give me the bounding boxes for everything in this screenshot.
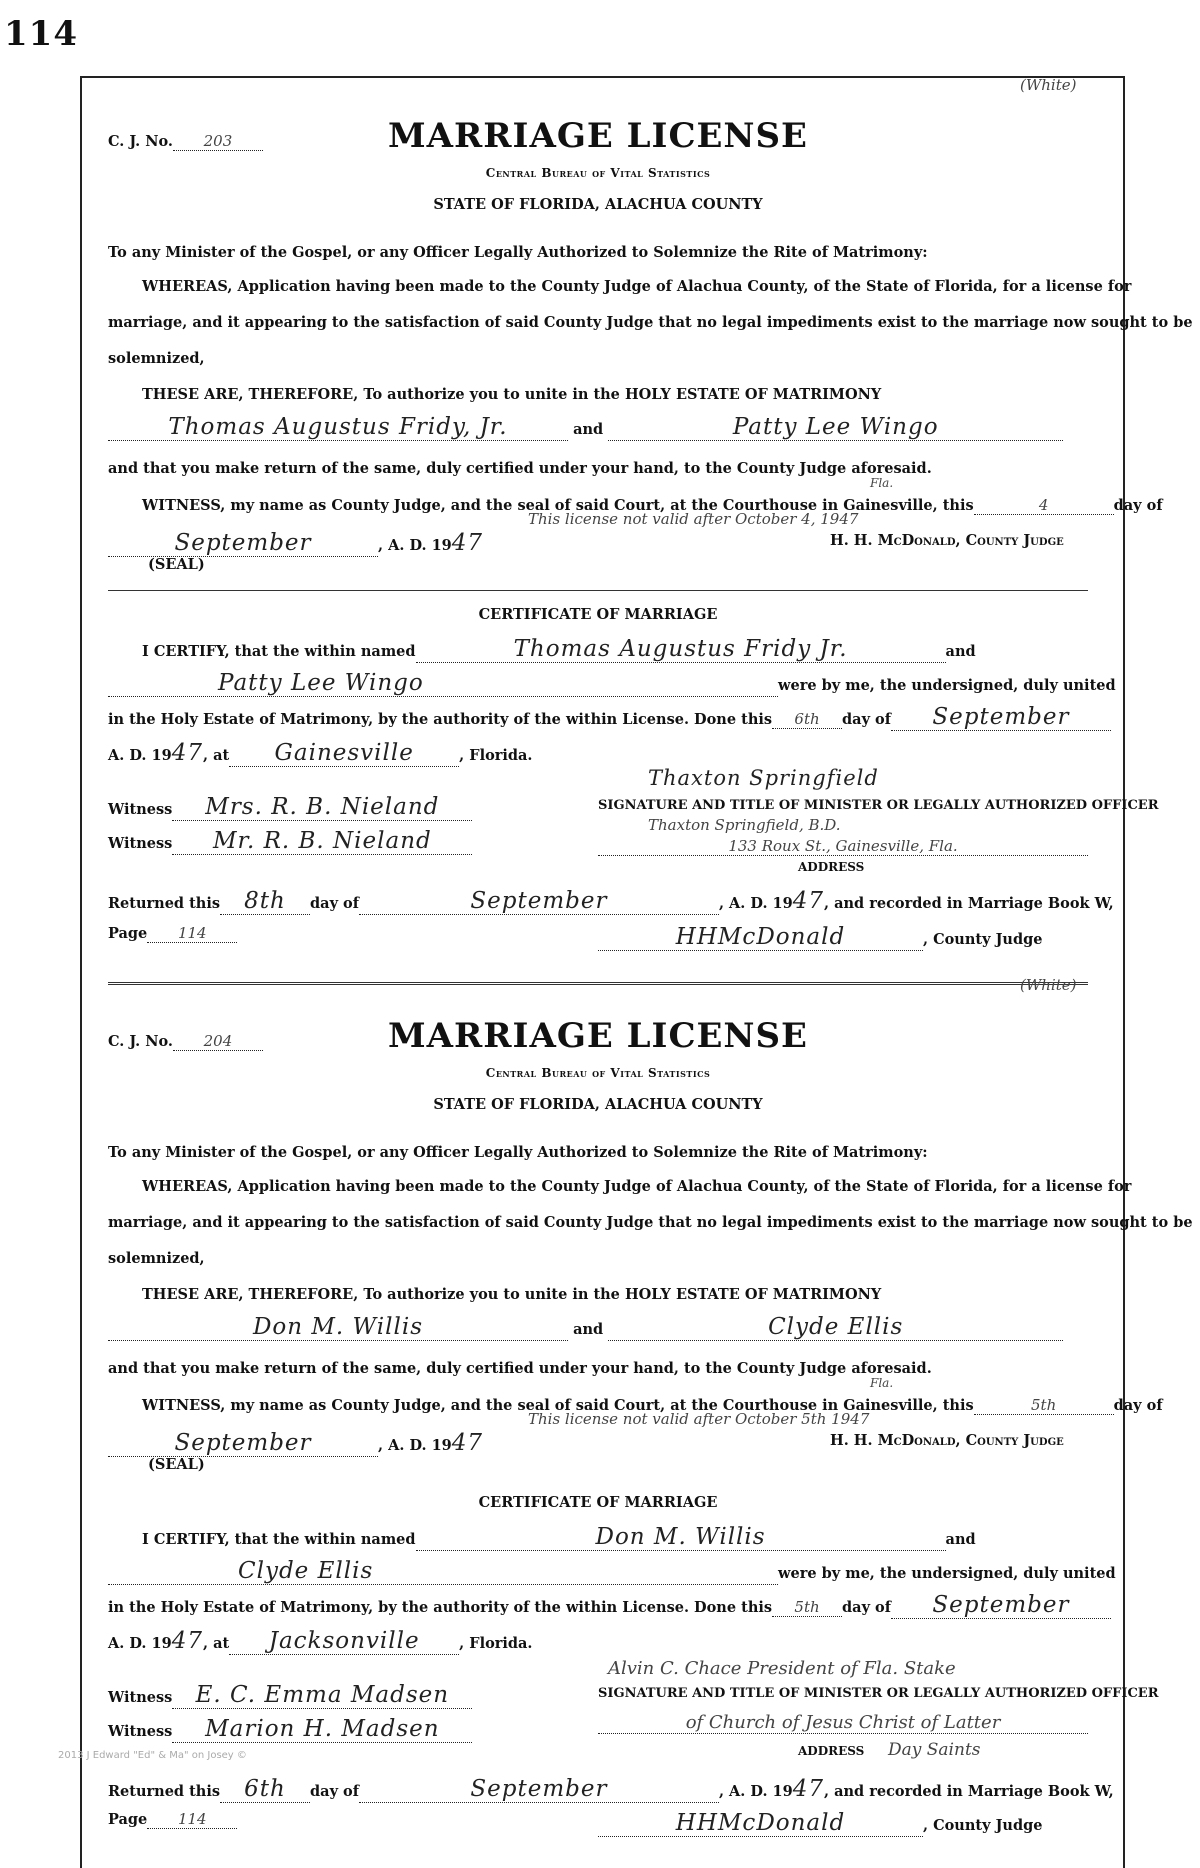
cj-number: 203	[203, 132, 233, 150]
address-label: ADDRESS	[798, 1744, 865, 1758]
day-of-label: day of	[1113, 1397, 1163, 1414]
copyright-watermark: 2013 J Edward "Ed" & Ma" on Josey ©	[58, 1750, 247, 1761]
county-judge-label: , County Judge	[923, 1817, 1043, 1834]
returned-day: 6th	[244, 1776, 286, 1802]
these-are-line: THESE ARE, THEREFORE, To authorize you to unite in the HOLY ESTATE OF MATRIMONY	[142, 386, 882, 403]
returned-year: 47	[792, 1776, 825, 1802]
witness-2: Mr. R. B. Nieland	[212, 828, 432, 854]
recorded-suffix: , and recorded in Marriage Book W,	[824, 895, 1114, 912]
issue-day: 5th	[1031, 1396, 1057, 1414]
married-place-row	[108, 1628, 532, 1655]
recorded-suffix: , and recorded in Marriage Book W,	[824, 1783, 1114, 1800]
officiant-signature: Alvin C. Chace President of Fla. Stake	[608, 1658, 956, 1679]
officiant-address-line	[598, 836, 1088, 856]
bride-united-row	[108, 670, 1116, 697]
issue-date-row	[108, 1430, 483, 1457]
officiant-address: 133 Roux St., Gainesville, Fla.	[728, 837, 958, 855]
recorded-ad: , A. D. 19	[718, 895, 793, 912]
seal-label: (SEAL)	[148, 1456, 205, 1473]
state-county: STATE OF FLORIDA, ALACHUA COUNTY	[433, 196, 763, 213]
address-line: To any Minister of the Gospel, or any Officer Legally Authorized to Solemnize the Rite of Matrimony:	[108, 1144, 928, 1161]
page-label: Page	[108, 925, 148, 942]
validity-note: This license not valid after October 4, 1947	[528, 510, 859, 528]
these-are-line: THESE ARE, THEREFORE, To authorize you to unite in the HOLY ESTATE OF MATRIMONY	[142, 1286, 882, 1303]
returned-row	[108, 888, 1114, 915]
fla-note: Fla.	[870, 476, 894, 490]
day-of-label: day of	[842, 1599, 891, 1616]
page-row	[108, 1810, 237, 1829]
whereas-line-1: WHEREAS, Application having been made to the County Judge of Alachua County, of the State of Florida, for a license for	[142, 1178, 1132, 1195]
witness-1: Mrs. R. B. Nieland	[205, 794, 440, 820]
florida-label: , Florida.	[459, 1635, 533, 1652]
and-label: and	[573, 1321, 604, 1338]
returned-label: Returned this	[108, 1783, 221, 1800]
married-day: 6th	[794, 710, 820, 728]
at-label: , at	[202, 1635, 230, 1652]
return-line: and that you make return of the same, duly certified under your hand, to the County Judge aforesaid.	[108, 460, 932, 477]
section-divider	[108, 590, 1088, 591]
county-judge-label: , County Judge	[923, 931, 1043, 948]
married-place: Gainesville	[274, 740, 414, 766]
bride-name: Clyde Ellis	[768, 1314, 904, 1340]
page-row	[108, 924, 237, 943]
holy-estate-text: in the Holy Estate of Matrimony, by the authority of the within License. Done this	[108, 1599, 773, 1616]
returned-day-of: day of	[310, 895, 359, 912]
returned-day: 8th	[244, 888, 286, 914]
witness-label: Witness	[108, 1723, 173, 1740]
recorded-ad: , A. D. 19	[718, 1783, 793, 1800]
license-title: MARRIAGE LICENSE	[388, 1016, 808, 1056]
judge-signature: H. H. McDonald, County Judge	[830, 532, 1064, 549]
license-1	[108, 76, 1193, 976]
seal-label: (SEAL)	[148, 556, 205, 573]
address-line: To any Minister of the Gospel, or any Officer Legally Authorized to Solemnize the Rite of Matrimony:	[108, 244, 928, 261]
and-label: and	[573, 421, 604, 438]
groom-name: Don M. Willis	[252, 1314, 424, 1340]
issue-date-row	[108, 530, 483, 557]
united-text: were by me, the undersigned, duly united	[778, 1565, 1116, 1582]
holy-estate-row	[108, 1592, 1111, 1619]
issue-year: 47	[451, 1430, 484, 1456]
names-row	[108, 414, 1063, 441]
book-page: 114	[177, 1810, 207, 1828]
race-note: (White)	[1020, 976, 1077, 994]
at-label: , at	[202, 747, 230, 764]
whereas-line-3: solemnized,	[108, 1250, 205, 1267]
fla-note: Fla.	[870, 1376, 894, 1390]
issue-month: September	[174, 530, 312, 556]
certificate-title: CERTIFICATE OF MARRIAGE	[478, 606, 718, 623]
license-title: MARRIAGE LICENSE	[388, 116, 808, 156]
and-label: and	[945, 643, 976, 660]
married-month: September	[932, 1592, 1070, 1618]
cert-bride: Clyde Ellis	[238, 1558, 374, 1584]
whereas-line-2: marriage, and it appearing to the satisfaction of said County Judge that no legal impediments exist to the marriage now sought to be	[108, 314, 1193, 331]
groom-name: Thomas Augustus Fridy, Jr.	[168, 414, 508, 440]
certificate-title: CERTIFICATE OF MARRIAGE	[478, 1494, 718, 1511]
cert-groom: Don M. Willis	[595, 1524, 766, 1550]
judge-signature: H. H. McDonald, County Judge	[830, 1432, 1064, 1449]
state-county: STATE OF FLORIDA, ALACHUA COUNTY	[433, 1096, 763, 1113]
witness-label: Witness	[108, 1689, 173, 1706]
judge-sign: HHMcDonald	[675, 924, 846, 950]
witness-2-row	[108, 1716, 472, 1743]
page-number: 114	[4, 14, 78, 54]
and-label: and	[945, 1531, 976, 1548]
issue-year: 47	[451, 530, 484, 556]
bureau-name: Central Bureau of Vital Statistics	[485, 1066, 711, 1080]
returned-day-of: day of	[310, 1783, 359, 1800]
return-line: and that you make return of the same, duly certified under your hand, to the County Judge aforesaid.	[108, 1360, 932, 1377]
bride-name: Patty Lee Wingo	[732, 414, 939, 440]
license-2	[108, 976, 1193, 1856]
officiant-signature: Thaxton Springfield	[648, 766, 879, 790]
witness-label: Witness	[108, 801, 173, 818]
returned-month: September	[470, 1776, 608, 1802]
married-year: 47	[171, 1628, 203, 1654]
signature-title-label: SIGNATURE AND TITLE OF MINISTER OR LEGALLY AUTHORIZED OFFICER	[598, 798, 1159, 813]
married-day: 5th	[794, 1598, 820, 1616]
witness-1: E. C. Emma Madsen	[195, 1682, 450, 1708]
ad-prefix: A. D. 19	[108, 1635, 172, 1652]
day-of-label: day of	[1113, 497, 1163, 514]
page-label: Page	[108, 1811, 148, 1828]
ad-label: , A. D. 19	[378, 1437, 452, 1454]
ad-label: , A. D. 19	[378, 537, 452, 554]
judge-sign: HHMcDonald	[675, 1810, 846, 1836]
florida-label: , Florida.	[459, 747, 533, 764]
united-text: were by me, the undersigned, duly united	[778, 677, 1116, 694]
married-place: Jacksonville	[268, 1628, 420, 1654]
witness-2-row	[108, 828, 472, 855]
certify-text: I CERTIFY, that the within named	[142, 643, 416, 660]
holy-estate-row	[108, 704, 1111, 731]
day-of-label: day of	[842, 711, 891, 728]
returned-month: September	[470, 888, 608, 914]
married-place-row	[108, 740, 532, 767]
race-note: (White)	[1020, 76, 1077, 94]
officiant-title: Thaxton Springfield, B.D.	[648, 816, 841, 834]
validity-note: This license not valid after October 5th 1947	[528, 1410, 870, 1428]
married-year: 47	[171, 740, 203, 766]
bride-united-row	[108, 1558, 1116, 1585]
witness-1-row	[108, 794, 472, 821]
cert-groom: Thomas Augustus Fridy Jr.	[513, 636, 848, 662]
whereas-line-3: solemnized,	[108, 350, 205, 367]
names-row	[108, 1314, 1063, 1341]
holy-estate-text: in the Holy Estate of Matrimony, by the authority of the within License. Done this	[108, 711, 773, 728]
returned-label: Returned this	[108, 895, 221, 912]
married-month: September	[932, 704, 1070, 730]
whereas-line-1: WHEREAS, Application having been made to the County Judge of Alachua County, of the State of Florida, for a license for	[142, 278, 1132, 295]
address-label: ADDRESS	[798, 860, 865, 874]
issue-day: 4	[1038, 496, 1049, 514]
witness-1-row	[108, 1682, 472, 1709]
certify-row	[142, 1524, 976, 1551]
cert-bride: Patty Lee Wingo	[218, 670, 424, 696]
cj-label: C. J. No.	[108, 133, 173, 150]
witness-2: Marion H. Madsen	[205, 1716, 440, 1742]
returned-row	[108, 1776, 1114, 1803]
witness-label: Witness	[108, 835, 173, 852]
judge-sign-row	[598, 1810, 1042, 1837]
issue-month: September	[174, 1430, 312, 1456]
witness-judge-text: WITNESS, my name as County Judge, and the seal of said Court, at the Courthouse in Gainesville, this	[142, 497, 974, 514]
witness-judge-text: WITNESS, my name as County Judge, and the seal of said Court, at the Courthouse in Gainesville, this	[142, 1397, 974, 1414]
certify-text: I CERTIFY, that the within named	[142, 1531, 416, 1548]
bureau-name: Central Bureau of Vital Statistics	[485, 166, 711, 180]
whereas-line-2: marriage, and it appearing to the satisfaction of said County Judge that no legal impediments exist to the marriage now sought to be	[108, 1214, 1193, 1231]
certify-row	[142, 636, 976, 663]
ad-prefix: A. D. 19	[108, 747, 172, 764]
judge-sign-row	[598, 924, 1042, 951]
book-page: 114	[177, 924, 207, 942]
officiant-address: Day Saints	[888, 1740, 981, 1760]
signature-title-label: SIGNATURE AND TITLE OF MINISTER OR LEGALLY AUTHORIZED OFFICER	[598, 1686, 1159, 1701]
officiant-title: of Church of Jesus Christ of Latter	[685, 1712, 1001, 1733]
cj-label: C. J. No.	[108, 1033, 173, 1050]
officiant-title-line	[598, 1712, 1088, 1734]
cj-number: 204	[203, 1032, 233, 1050]
returned-year: 47	[792, 888, 825, 914]
